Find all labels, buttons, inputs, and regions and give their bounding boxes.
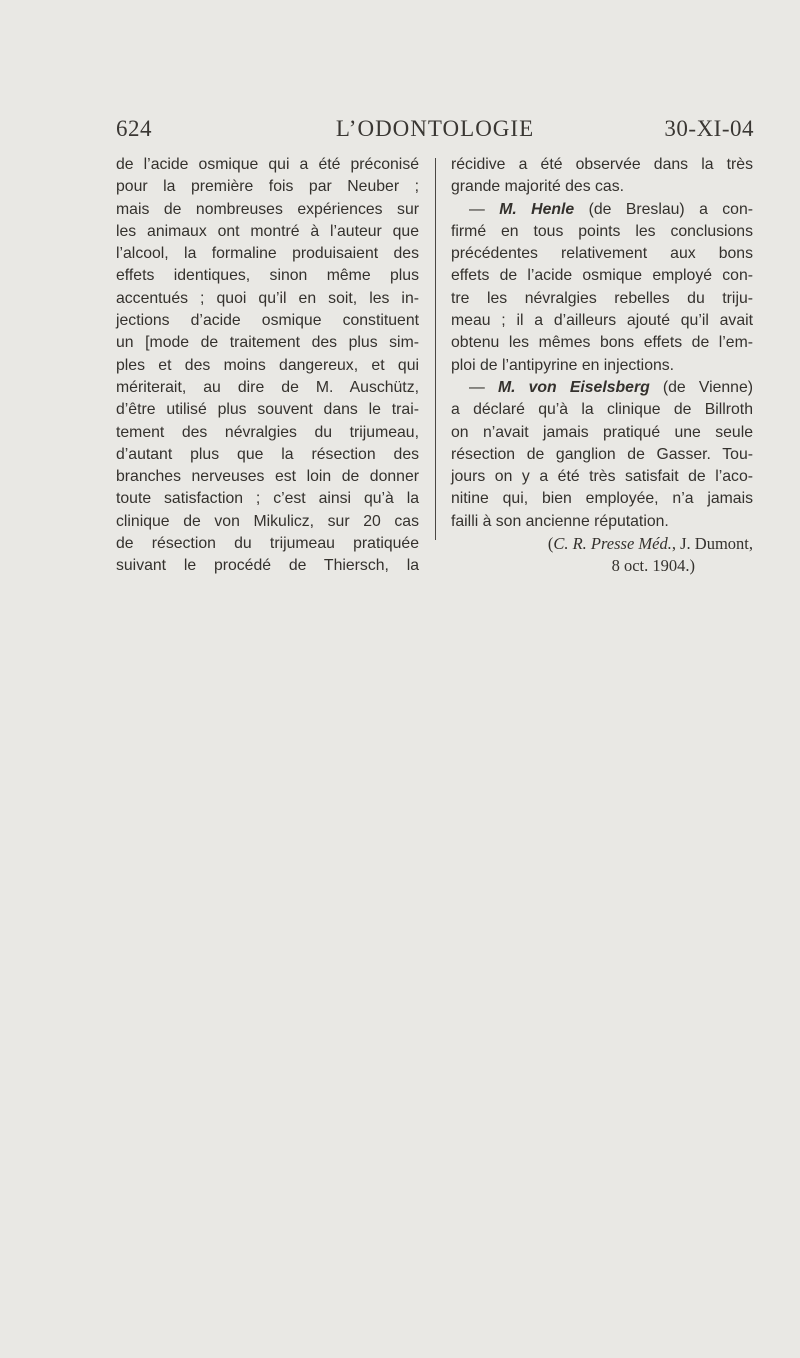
- text-line: jections d’acide osmique constituent: [116, 312, 419, 330]
- journal-title: L’ODONTOLOGIE: [335, 116, 535, 141]
- text-line: ploi de l’antipyrine en injections.: [451, 356, 675, 374]
- text-line: de l’acide osmique qui a été préconisé: [116, 156, 419, 173]
- text-line: d’être utilisé plus souvent dans le trai-: [116, 401, 419, 419]
- henle-paragraph-start: [451, 199, 753, 221]
- eiselsberg-paragraph-start: [451, 377, 753, 399]
- text-line: effets identiques, sinon même plus: [116, 267, 419, 285]
- text-line: l’alcool, la formaline produisaient des: [116, 245, 419, 263]
- text-line: jours on y a été très satisfait de l’aco-: [451, 468, 753, 486]
- text-line: tre les névralgies rebelles du triju-: [451, 289, 753, 307]
- text-line: nitine qui, bien employée, n’a jamais: [451, 490, 753, 508]
- text-line: résection de ganglion de Gasser. Tou-: [451, 445, 753, 463]
- text-line: tement des névralgies du trijumeau,: [116, 423, 419, 441]
- text-line: récidive a été observée dans la très: [451, 156, 753, 173]
- text-line: mériterait, au dire de M. Auschütz,: [116, 378, 419, 396]
- text-line: branches nerveuses est loin de donner: [116, 468, 419, 486]
- citation-paren: (: [547, 534, 554, 554]
- text-line: firmé en tous points les conclusions: [451, 222, 753, 240]
- text-line: meau ; il a d’ailleurs ajouté qu’il avait: [451, 312, 753, 330]
- text-line: d’autant plus que la résection des: [116, 445, 419, 463]
- text-line: on n’avait jamais pratiqué une seule: [451, 423, 753, 441]
- text-line: clinique de von Mikulicz, sur 20 cas: [116, 512, 419, 530]
- right-column: [451, 154, 753, 578]
- citation-author: , J. Dumont,: [671, 534, 753, 554]
- text-line: accentués ; quoi qu’il en soit, les in-: [116, 289, 419, 307]
- author-name-henle: M. Henle: [499, 200, 575, 218]
- issue-date: 30-XI-04: [664, 116, 754, 141]
- page-number: 624: [116, 116, 152, 141]
- text-line: effets de l’acide osmique employé con-: [451, 267, 753, 285]
- text-line: suivant le procédé de Thiersch, la: [116, 557, 419, 575]
- text-line: toute satisfaction ; c’est ainsi qu’à la: [116, 490, 419, 508]
- text-line: de résection du trijumeau pratiquée: [116, 535, 419, 553]
- text-line: précédentes relativement aux bons: [451, 245, 753, 263]
- text-fragment: (de Breslau) a con-: [574, 200, 754, 218]
- citation-date: 8 oct. 1904.): [611, 556, 695, 576]
- column-divider: [435, 158, 436, 540]
- citation-source: [451, 533, 753, 555]
- left-column: [116, 154, 419, 578]
- em-dash: —: [469, 200, 500, 218]
- text-line: a déclaré qu’à la clinique de Billroth: [451, 401, 753, 419]
- text-line: un [mode de traitement des plus sim-: [116, 334, 419, 352]
- text-line: mais de nombreuses expériences sur: [116, 200, 419, 218]
- text-fragment: (de Vienne): [649, 378, 754, 396]
- running-header: [116, 116, 754, 150]
- citation-journal: C. R. Presse Méd.: [553, 534, 672, 554]
- text-line: grande majorité des cas.: [451, 178, 624, 196]
- text-line: les animaux ont montré à l’auteur que: [116, 222, 419, 240]
- text-line: pour la première fois par Neuber ;: [116, 178, 419, 196]
- text-line: ples et des moins dangereux, et qui: [116, 356, 419, 374]
- author-name-eiselsberg: M. von Eiselsberg: [497, 378, 650, 396]
- em-dash: —: [469, 378, 498, 396]
- text-line: failli à son ancienne réputation.: [451, 512, 669, 530]
- text-line: obtenu les mêmes bons effets de l’em-: [451, 334, 753, 352]
